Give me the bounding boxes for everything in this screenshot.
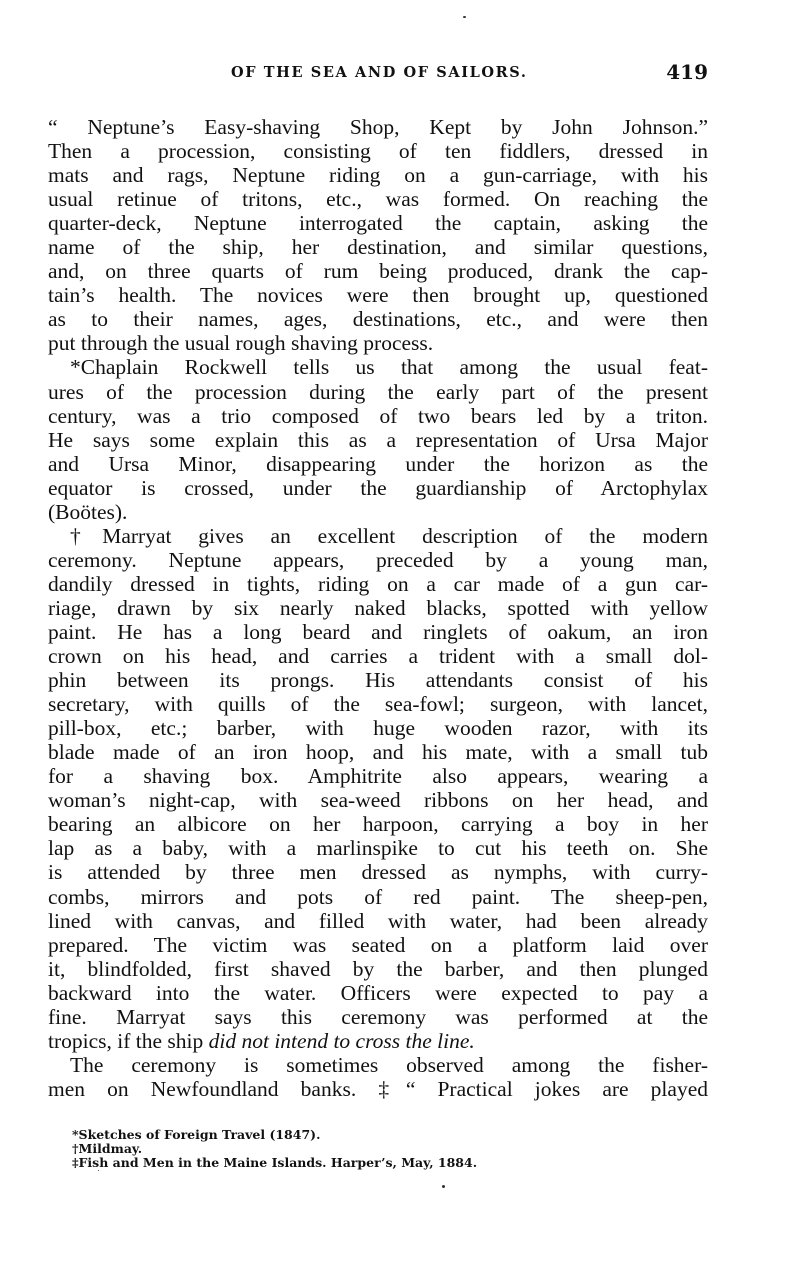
- text-line: [48, 1029, 708, 1053]
- page-header: [48, 60, 708, 86]
- text-line: “ Neptune’s Easy-shaving Shop, Kept by John Johnson.”: [48, 115, 708, 139]
- text-line: backward into the water. Officers were expected to pay a: [48, 980, 708, 1005]
- text-line: fine. Marryat says this ceremony was performed at the: [48, 1004, 708, 1029]
- footnote-1: *Sketches of Foreign Travel (1847).: [72, 1127, 321, 1142]
- text-line: phin between its prongs. His attendants consist of his: [48, 668, 708, 693]
- text-line: prepared. The victim was seated on a platform laid over: [48, 932, 708, 957]
- text-line: is attended by three men dressed as nymphs, with curry-: [48, 860, 708, 885]
- text-line: it, blindfolded, first shaved by the barber, and then plunged: [48, 956, 708, 981]
- text-line: name of the ship, her destination, and similar questions,: [48, 235, 708, 260]
- text-line: bearing an albicore on her harpoon, carrying a boy in her: [48, 812, 708, 837]
- text-line: usual retinue of tritons, etc., was formed. On reaching the: [48, 187, 708, 212]
- text-line: paint. He has a long beard and ringlets of oakum, an iron: [48, 619, 708, 644]
- text-line: lined with canvas, and filled with water, had been already: [48, 908, 708, 933]
- text-line: tain’s health. The novices were then brought up, questioned: [48, 283, 708, 308]
- scan-speck: [463, 16, 466, 18]
- text-line: woman’s night-cap, with sea-weed ribbons on her head, and: [48, 788, 708, 813]
- text-line: blade made of an iron hoop, and his mate, with a small tub: [48, 740, 708, 765]
- footnote-2: †Mildmay.: [72, 1141, 143, 1156]
- page-number: 419: [666, 60, 708, 84]
- italic-phrase: did not intend to cross the line.: [208, 1028, 475, 1053]
- text-line: and Ursa Minor, disappearing under the horizon as the: [48, 451, 708, 476]
- scan-speck: [442, 1185, 445, 1188]
- text-line: *Chaplain Rockwell tells us that among the usual feat-: [70, 355, 708, 380]
- text-line: and, on three quarts of rum being produced, drank the cap-: [48, 259, 708, 284]
- text-line: (Boötes).: [48, 499, 128, 524]
- body-text: [48, 115, 708, 1101]
- text-line: pill-box, etc.; barber, with huge wooden razor, with its: [48, 716, 708, 741]
- text-line: lap as a baby, with a marlinspike to cut his teeth on. She: [48, 836, 708, 861]
- text-line: as to their names, ages, destinations, etc., and were then: [48, 307, 708, 332]
- text-line: riage, drawn by six nearly naked blacks, spotted with yellow: [48, 595, 708, 620]
- text-line: quarter-deck, Neptune interrogated the captain, asking the: [48, 211, 708, 236]
- text-line: He says some explain this as a representation of Ursa Major: [48, 427, 708, 452]
- text-line: ceremony. Neptune appears, preceded by a young man,: [48, 547, 708, 572]
- text-line: Then a procession, consisting of ten fiddlers, dressed in: [48, 139, 708, 164]
- text-line: crown on his head, and carries a trident with a small dol-: [48, 644, 708, 669]
- text-line: men on Newfoundland banks. ‡“ Practical jokes are played: [48, 1076, 708, 1101]
- scan-speck: [98, 1170, 99, 1171]
- text-segment: tropics, if the ship: [48, 1028, 209, 1053]
- footnotes: [72, 1128, 477, 1170]
- text-line: dandily dressed in tights, riding on a car made of a gun car-: [48, 571, 708, 596]
- text-line: mats and rags, Neptune riding on a gun-carriage, with his: [48, 163, 708, 188]
- text-line: put through the usual rough shaving process.: [48, 331, 434, 356]
- text-line: equator is crossed, under the guardianship of Arctophylax: [48, 475, 708, 500]
- text-line: secretary, with quills of the sea-fowl; surgeon, with lancet,: [48, 692, 708, 717]
- text-line: †Marryat gives an excellent description of the modern: [70, 523, 708, 548]
- text-line: century, was a trio composed of two bears led by a triton.: [48, 403, 708, 428]
- text-line: combs, mirrors and pots of red paint. The sheep-pen,: [48, 884, 708, 909]
- text-line: The ceremony is sometimes observed among the fisher-: [70, 1052, 708, 1077]
- text-line: ures of the procession during the early part of the present: [48, 379, 708, 404]
- footnote-3: ‡Fish and Men in the Maine Islands. Harper’s, May, 1884.: [72, 1155, 478, 1170]
- text-line: for a shaving box. Amphitrite also appears, wearing a: [48, 764, 708, 789]
- running-title: OF THE SEA AND OF SAILORS.: [231, 64, 528, 81]
